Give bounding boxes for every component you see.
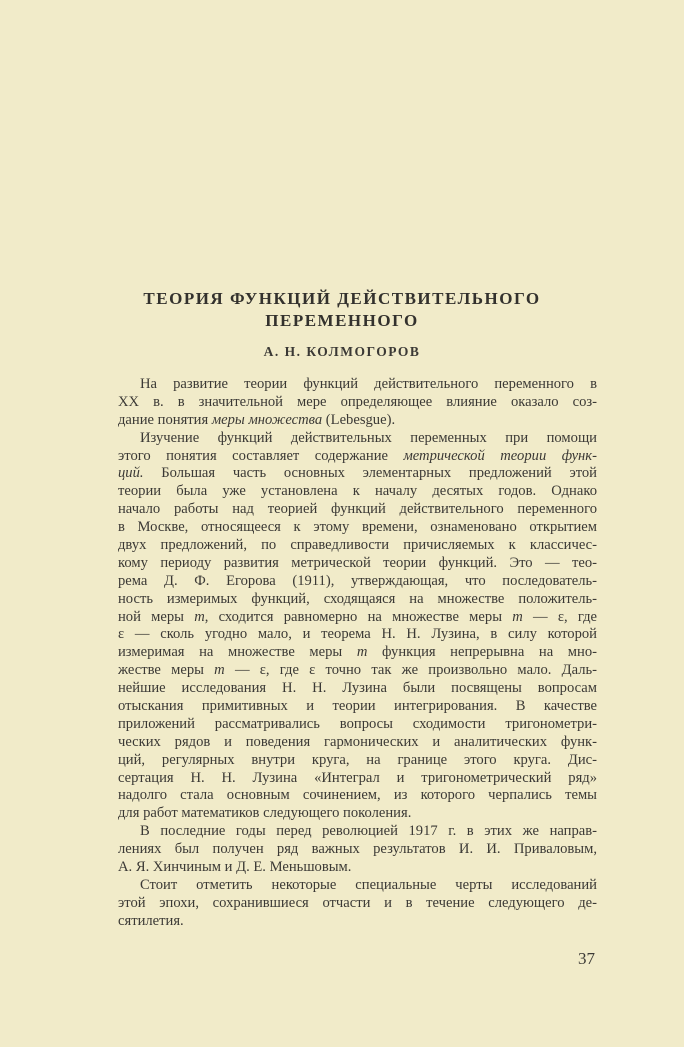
text-line [118, 662, 597, 680]
text-segment: — ε, где ε точно так же произвольно мало. Даль- [224, 662, 597, 679]
text-line: В последние годы перед революцией 1917 г. в этих же направ- [140, 823, 597, 840]
text-line: ε — сколь угодно мало, и теорема Н. Н. Лузина, в силу которой [118, 626, 597, 643]
text-segment: ной меры [118, 608, 195, 625]
text-line: для работ математиков следующего поколения. [118, 805, 412, 822]
italic-term: m [356, 644, 368, 661]
text-segment: дание понятия [118, 411, 212, 428]
paragraph [118, 430, 597, 824]
text-line: ций, регулярных внутри круга, на границе этого круга. Дис- [118, 751, 597, 768]
italic-term: m [214, 662, 225, 679]
paragraph [118, 376, 597, 430]
text-segment: функция непрерывна на мно- [367, 644, 597, 661]
text-line: сертация Н. Н. Лузина «Интеграл и тригонометрический ряд» [118, 769, 597, 786]
text-line: Стоит отметить некоторые специальные черты исследований [140, 876, 597, 893]
text-line: приложений рассматривались вопросы сходимости тригонометри- [118, 715, 597, 732]
text-line: рема Д. Ф. Егорова (1911), утверждающая, что последователь- [118, 572, 597, 589]
text-line: двух предложений, по справедливости причисляемых к классичес- [118, 537, 597, 554]
text-segment: (Lebesgue). [322, 411, 396, 428]
text-line: ческих рядов и поведения гармонических и аналитических функ- [118, 733, 597, 750]
page-number: 37 [578, 949, 595, 968]
text-line [118, 609, 597, 627]
text-segment: , сходится равномерно на множестве меры [204, 608, 513, 625]
paragraph [118, 877, 597, 931]
text-line [118, 644, 597, 662]
italic-term: меры множества [211, 411, 323, 428]
text-line: сятилетия. [118, 912, 184, 929]
text-line: начало работы над теорией функций действительного переменного [118, 501, 597, 518]
article-author: А. Н. КОЛМОГОРОВ [263, 344, 421, 359]
text-segment: жестве меры [118, 662, 215, 679]
text-line: этой эпохи, сохранившиеся отчасти и в течение следующего де- [118, 894, 597, 911]
text-line: в Москве, относящееся к этому времени, ознаменовано открытием [118, 519, 597, 536]
article-title-line-1: ТЕОРИЯ ФУНКЦИЙ ДЕЙСТВИТЕЛЬНОГО [143, 289, 541, 308]
italic-term: метрической теории функ- [403, 447, 597, 464]
paragraph [118, 823, 597, 877]
text-line: отыскания примитивных и теории интегрирования. В качестве [118, 698, 597, 715]
text-line [118, 448, 597, 466]
text-line: надолго стала основным сочинением, из которого черпались темы [118, 787, 597, 804]
text-line [118, 465, 597, 483]
italic-term: m [512, 608, 523, 625]
text-line: XX в. в значительной мере определяющее влияние оказало соз- [118, 393, 597, 410]
text-line: кому периоду развития метрической теории функций. Это — тео- [118, 554, 597, 571]
text-line: На развитие теории функций действительного переменного в [140, 376, 597, 392]
italic-term: m [194, 608, 205, 625]
text-line: лениях был получен ряд важных результатов И. И. Приваловым, [118, 841, 597, 858]
text-line: Изучение функций действительных переменных при помощи [140, 429, 597, 446]
article-title-line-2: ПЕРЕМЕННОГО [265, 311, 419, 330]
italic-term: ций. [118, 465, 144, 482]
text-segment: — ε, где [522, 608, 598, 625]
text-line: теории была уже установлена к началу десятых годов. Однако [118, 483, 597, 500]
text-line [118, 412, 597, 430]
text-segment: измеримая на множестве меры [118, 644, 357, 661]
text-line: А. Я. Хинчиным и Д. Е. Меньшовым. [118, 859, 352, 876]
article-body [118, 376, 597, 931]
text-segment: этого понятия составляет содержание [118, 447, 404, 464]
text-segment: Большая часть основных элементарных предложений этой [143, 465, 597, 482]
text-line: нейшие исследования Н. Н. Лузина были посвящены вопросам [118, 680, 597, 697]
text-line: ность измеримых функций, сходящаяся на множестве положитель- [118, 590, 597, 607]
